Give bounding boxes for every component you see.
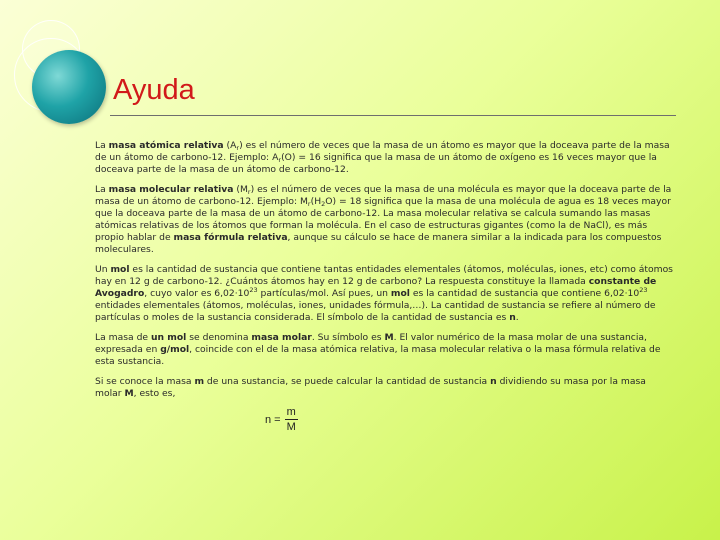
term-mol: mol [110, 264, 130, 275]
subscript: r [236, 144, 240, 152]
text: O) = 18 significa que la masa de una molécula de agua es 18 veces mayor que la doceava parte de la masa de un átomo de carbono-12. La masa molecular relativa se calcula sumando las masas atómicas relativas de los átomos que forman la molécula. En el caso de estructuras gigantes (como la de NaCl), es más propio hablar de [95, 196, 671, 243]
formula-lhs: n = [265, 414, 281, 426]
text: La [95, 184, 109, 195]
term-m: m [194, 376, 205, 387]
term-mol: mol [390, 288, 410, 299]
text: (M [233, 184, 248, 195]
text: La masa de [95, 332, 151, 343]
page-title: Ayuda [113, 74, 195, 106]
formula-denominator: M [286, 421, 296, 433]
term-M: M [124, 388, 134, 399]
decor-circle-teal [32, 50, 106, 124]
text: , esto es, [133, 388, 176, 399]
formula-fraction [285, 406, 298, 434]
term-constante-avogadro: constante de Avogadro [95, 276, 657, 299]
text: , coincide con el de la masa atómica relativa, la masa molecular relativa o la masa fórmula relativa de esta sustancia. [95, 344, 661, 367]
term-M: M [384, 332, 394, 343]
subscript: r [307, 200, 311, 208]
text: se denomina [186, 332, 252, 343]
help-content [95, 140, 675, 408]
text: . El valor numérico de la masa molar de una sustancia, expresada en [95, 332, 647, 355]
text: Un [95, 264, 111, 275]
subscript: r [247, 188, 251, 196]
term-masa-atomica-relativa: masa atómica relativa [108, 140, 224, 151]
subscript: r [278, 156, 282, 164]
term-masa-formula-relativa: masa fórmula relativa [173, 232, 288, 243]
text: Si se conoce la masa [95, 376, 195, 387]
term-n: n [509, 312, 516, 323]
text: . [515, 312, 519, 323]
text: es la cantidad de sustancia que contiene tantas entidades elementales (átomos, moléculas, iones, etc) como átomos hay en 12 g de carbono-12. ¿Cuántos átomos hay en 12 g de carbono? La respuesta constituye la llamada [95, 264, 673, 287]
text: entidades elementales (átomos, moléculas, iones, unidades fórmula,…). La cantidad de sustancia se refiere al número de partículas o moles de la sustancia considerada. El símbolo de la cantidad de sustancia es [95, 300, 656, 323]
superscript: 23 [249, 286, 258, 294]
text: , cuyo valor es 6,02·10 [144, 288, 250, 299]
text: partículas/mol. Así pues, un [257, 288, 391, 299]
paragraph-atomic-mass [95, 140, 675, 176]
term-un-mol: un mol [151, 332, 187, 343]
paragraph-mol [95, 264, 675, 324]
formula-numerator: m [286, 406, 296, 418]
formula-n-equals-m-over-M [265, 406, 298, 434]
text: dividiendo su masa por la masa molar [95, 376, 646, 399]
term-masa-molar: masa molar [251, 332, 312, 343]
paragraph-molecular-mass [95, 184, 675, 256]
text: (O) = 16 significa que la masa de un átomo de oxígeno es 16 veces mayor que la doceava parte de la masa de un átomo de carbono-12. [95, 152, 657, 175]
text: , aunque su cálculo se hace de manera similar a la indicada para los compuestos moleculares. [95, 232, 662, 255]
term-masa-molecular-relativa: masa molecular relativa [108, 184, 234, 195]
subscript: 2 [321, 200, 326, 208]
paragraph-molar-mass [95, 332, 675, 368]
text: . Su símbolo es [311, 332, 385, 343]
text: ) es el número de veces que la masa de un átomo es mayor que la doceava parte de la masa de un átomo de carbono-12. Ejemplo: A [95, 140, 670, 163]
text: ) es el número de veces que la masa de una molécula es mayor que la doceava parte de la masa de un átomo de carbono-12. Ejemplo: M [95, 184, 672, 207]
text: de una sustancia, se puede calcular la cantidad de sustancia [204, 376, 491, 387]
text: La [95, 140, 109, 151]
superscript: 23 [639, 286, 648, 294]
text: (A [223, 140, 237, 151]
term-g-mol: g/mol [160, 344, 190, 355]
paragraph-amount-calc [95, 376, 675, 400]
text: (H [310, 196, 322, 207]
term-n: n [490, 376, 497, 387]
title-divider [110, 115, 676, 116]
text: es la cantidad de sustancia que contiene 6,02·10 [409, 288, 640, 299]
